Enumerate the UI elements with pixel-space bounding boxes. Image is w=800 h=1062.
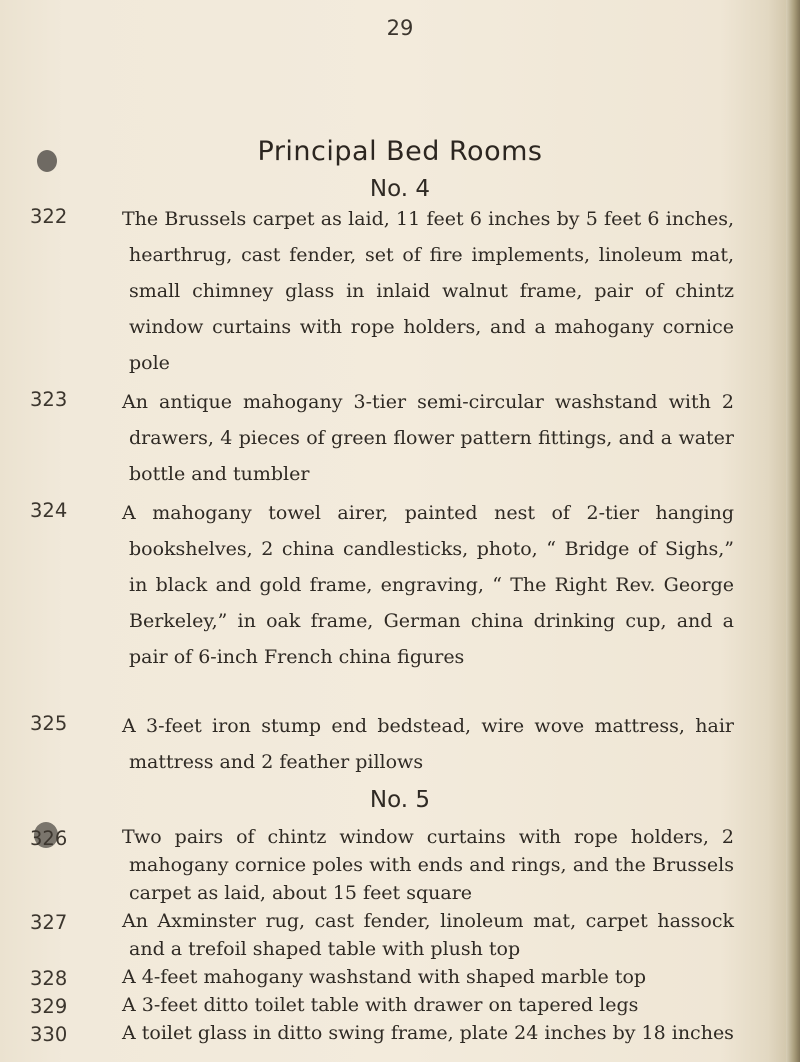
lot-description: A 4-feet mahogany washstand with shaped marble top: [122, 966, 647, 988]
page-number: 29: [386, 16, 414, 40]
lot-description: A 3-feet iron stump end bedstead, wire wove mattress, hair mattress and 2 feather pillows: [122, 715, 734, 773]
lot-description: An Axminster rug, cast fender, linoleum mat, carpet hassock and a trefoil shaped table with plush top: [122, 910, 734, 960]
lot-number: 326: [30, 827, 68, 850]
room-heading: No. 5: [369, 787, 431, 813]
lot-number: 328: [30, 967, 68, 990]
page-title: Principal Bed Rooms: [257, 136, 543, 167]
lot-description: A mahogany towel airer, painted nest of 2-tier hanging bookshelves, 2 china candlesticks, photo, “ Bridge of Sighs,” in black and gold frame, engraving, “ The Right Rev. George Berkeley,” in oak frame, German china drinking cup, and a pair of 6-inch French china figures: [122, 502, 734, 668]
lot-number: 323: [30, 388, 68, 411]
lot-description: An antique mahogany 3-tier semi-circular washstand with 2 drawers, 4 pieces of green flower pattern fittings, and a water bottle and tumbler: [122, 391, 734, 485]
lot-number: 325: [30, 712, 68, 735]
lot-description: The Brussels carpet as laid, 11 feet 6 inches by 5 feet 6 inches, hearthrug, cast fender, set of fire implements, linoleum mat, small chimney glass in inlaid walnut frame, pair of chintz window curtains with rope holders, and a mahogany cornice pole: [122, 208, 734, 374]
lot-number: 327: [30, 911, 68, 934]
lot-number: 322: [30, 205, 68, 228]
lot-number: 324: [30, 499, 68, 522]
lot-description: Two pairs of chintz window curtains with rope holders, 2 mahogany cornice poles with ends and rings, and the Brussels carpet as laid, about 15 feet square: [122, 826, 734, 904]
lot-number: 330: [30, 1023, 68, 1046]
lot-description: A 3-feet ditto toilet table with drawer on tapered legs: [122, 994, 639, 1016]
room-heading: No. 4: [369, 176, 431, 202]
lot-description: A toilet glass in ditto swing frame, plate 24 inches by 18 inches: [122, 1022, 734, 1044]
lot-number: 329: [30, 995, 68, 1018]
